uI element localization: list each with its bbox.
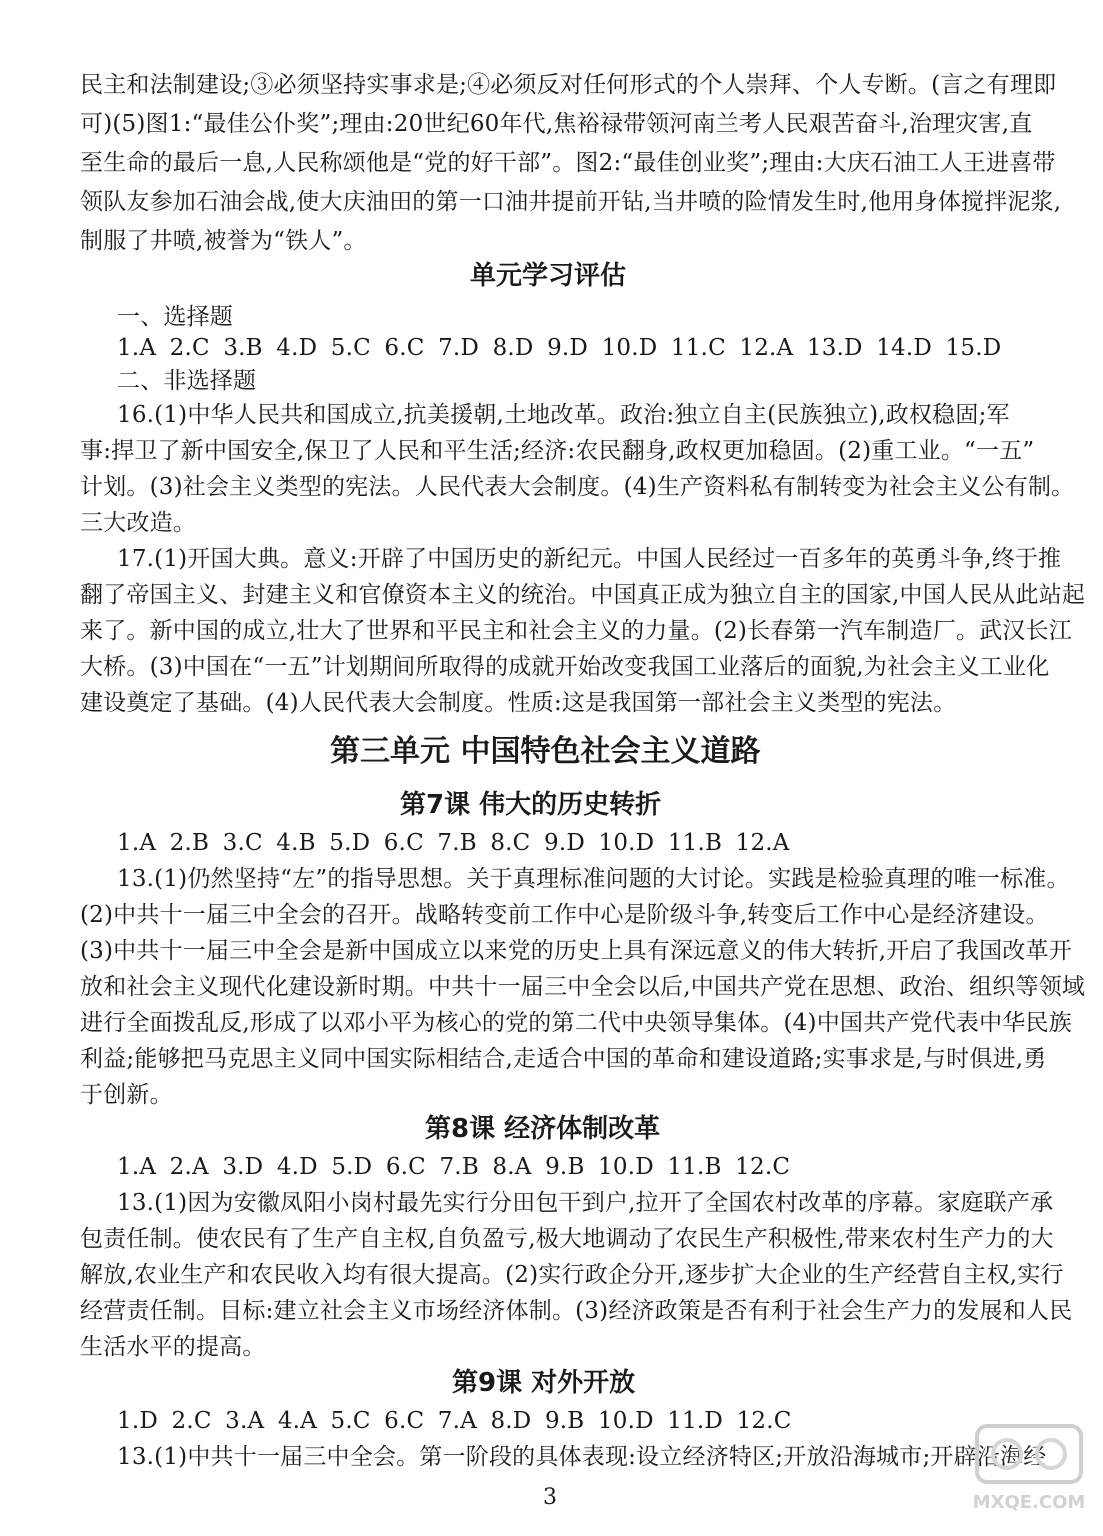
paragraph-line: 民主和法制建设;③必须坚持实事求是;④必须反对任何形式的个人崇拜、个人专断。(言之有理即 — [80, 72, 1057, 98]
lesson-title: 第8课 经济体制改革 — [425, 1114, 661, 1144]
watermark-logo — [969, 1418, 1089, 1518]
paragraph-line: 16.(1)中华人民共和国成立,抗美援朝,土地改革。政治:独立自主(民族独立),政权稳固;军 — [117, 402, 1010, 428]
paragraph-line: (3)中共十一届三中全会是新中国成立以来党的历史上具有深远意义的伟大转折,开启了我国改革开 — [80, 938, 1072, 964]
paragraph-line: 事:捍卫了新中国安全,保卫了人民和平生活;经济:农民翻身,政权更加稳固。(2)重工业。“一五” — [80, 438, 1035, 464]
paragraph-line: 大桥。(3)中国在“一五”计划期间所取得的成就开始改变我国工业落后的面貌,为社会主义工业化 — [80, 654, 1050, 680]
paragraph-line: 生活水平的提高。 — [80, 1334, 266, 1360]
paragraph-line: 经营责任制。目标:建立社会主义市场经济体制。(3)经济政策是否有利于社会生产力的发展和人民 — [80, 1298, 1073, 1324]
paragraph-line: 来了。新中国的成立,壮大了世界和平民主和社会主义的力量。(2)长春第一汽车制造厂。武汉长江 — [80, 618, 1072, 644]
paragraph-line: 解放,农业生产和农民收入均有很大提高。(2)实行政企分开,逐步扩大企业的生产经营自主权,实行 — [80, 1262, 1064, 1288]
paragraph-line: 13.(1)因为安徽凤阳小岗村最先实行分田包干到户,拉开了全国农村改革的序幕。家庭联产承 — [117, 1190, 1054, 1216]
paragraph-line: 三大改造。 — [80, 510, 196, 536]
paragraph-line: 放和社会主义现代化建设新时期。中共十一届三中全会以后,中国共产党在思想、政治、组织等领域 — [80, 974, 1086, 1000]
paragraph-line: 制服了井喷,被誉为“铁人”。 — [80, 228, 367, 254]
lesson-title: 第9课 对外开放 — [452, 1368, 636, 1398]
subsection-label: 二、非选择题 — [117, 368, 257, 394]
paragraph-line: 13.(1)仍然坚持“左”的指导思想。关于真理标准问题的大讨论。实践是检验真理的唯一标准。 — [117, 866, 1070, 892]
lesson-title: 第7课 伟大的历史转折 — [400, 790, 662, 820]
answer-key-row: 1.D 2.C 3.A 4.A 5.C 6.C 7.A 8.D 9.B 10.D 11.D 12.C — [117, 1408, 792, 1434]
paragraph-line: 可)(5)图1:“最佳公仆奖”;理由:20世纪60年代,焦裕禄带领河南兰考人民艰苦奋斗,治理灾害,直 — [80, 111, 1033, 137]
paragraph-line: 利益;能够把马克思主义同中国实际相结合,走适合中国的革命和建设道路;实事求是,与时俱进,勇 — [80, 1046, 1047, 1072]
answer-key-row: 1.A 2.A 3.D 4.D 5.D 6.C 7.B 8.A 9.B 10.D 11.B 12.C — [117, 1154, 791, 1180]
paragraph-line: 13.(1)中共十一届三中全会。第一阶段的具体表现:设立经济特区;开放沿海城市;开辟沿海经 — [117, 1444, 1047, 1470]
paragraph-line: 包责任制。使农民有了生产自主权,自负盈亏,极大地调动了农民生产积极性,带来农村生产力的大 — [80, 1226, 1054, 1252]
paragraph-line: 进行全面拨乱反,形成了以邓小平为核心的党的第二代中央领导集体。(4)中国共产党代表中华民族 — [80, 1010, 1072, 1036]
subsection-label: 一、选择题 — [117, 304, 233, 330]
answer-key-row: 1.A 2.C 3.B 4.D 5.C 6.C 7.D 8.D 9.D 10.D 11.C 12.A 13.D 14.D 15.D — [117, 335, 1002, 361]
answer-key-row: 1.A 2.B 3.C 4.B 5.D 6.C 7.B 8.C 9.D 10.D 11.B 12.A — [117, 830, 790, 856]
paragraph-line: 领队友参加石油会战,使大庆油田的第一口油井提前开钻,当井喷的险情发生时,他用身体搅拌泥浆, — [80, 189, 1062, 215]
paragraph-line: 计划。(3)社会主义类型的宪法。人民代表大会制度。(4)生产资料私有制转变为社会主义公有制。 — [80, 474, 1075, 500]
unit-title: 第三单元 中国特色社会主义道路 — [330, 734, 761, 769]
paragraph-line: 翻了帝国主义、封建主义和官僚资本主义的统治。中国真正成为独立自主的国家,中国人民从此站起 — [80, 582, 1086, 608]
paragraph-line: (2)中共十一届三中全会的召开。战略转变前工作中心是阶级斗争,转变后工作中心是经济建设。 — [80, 902, 1049, 928]
section-title-unit-assessment: 单元学习评估 — [470, 261, 627, 291]
watermark-text: MXQE.COM — [972, 1492, 1086, 1513]
page-number: 3 — [543, 1485, 557, 1510]
paragraph-line: 至生命的最后一息,人民称颂他是“党的好干部”。图2:“最佳创业奖”;理由:大庆石油工人王进喜带 — [80, 150, 1056, 176]
paragraph-line: 于创新。 — [80, 1082, 173, 1108]
paragraph-line: 17.(1)开国大典。意义:开辟了中国历史的新纪元。中国人民经过一百多年的英勇斗争,终于推 — [117, 546, 1062, 572]
paragraph-line: 建设奠定了基础。(4)人民代表大会制度。性质:这是我国第一部社会主义类型的宪法。 — [80, 690, 957, 716]
